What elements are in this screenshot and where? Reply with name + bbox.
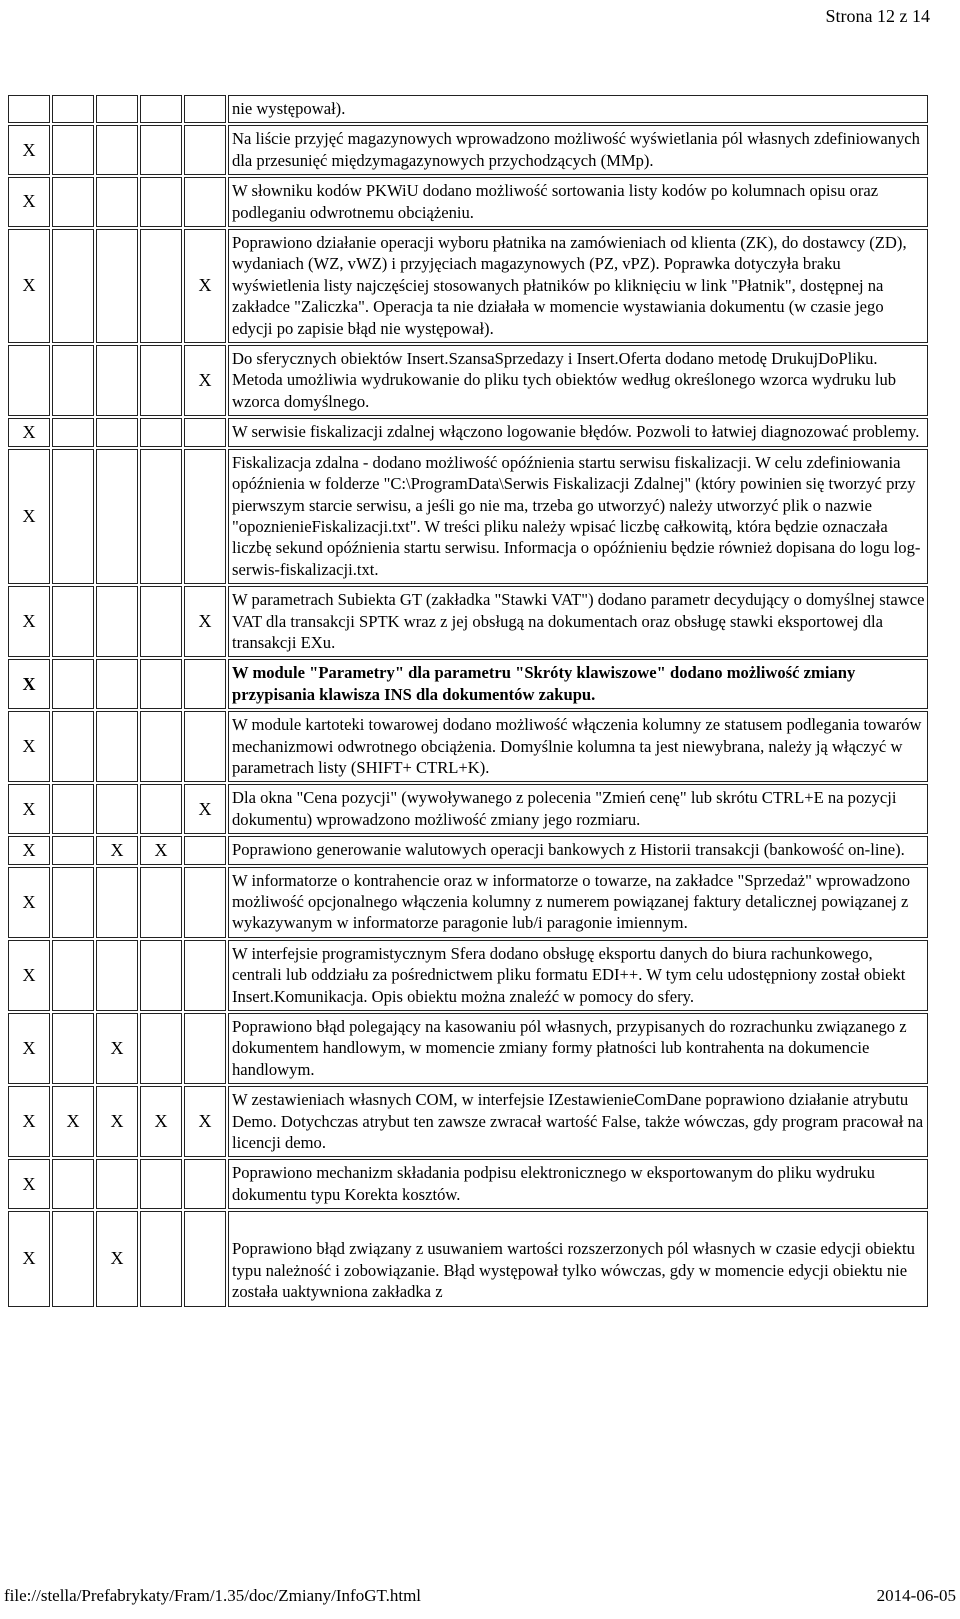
table-row: [8, 418, 928, 446]
changes-table-body: [8, 95, 928, 1307]
module-mark-cell: [96, 940, 138, 1011]
table-row: [8, 177, 928, 227]
module-mark-cell: X: [52, 1086, 94, 1157]
table-row: [8, 711, 928, 782]
change-description: W module "Parametry" dla parametru "Skróty klawiszowe" dodano możliwość zmiany przypisania klawisza INS dla dokumentów zakupu.: [228, 659, 928, 709]
changes-table: [6, 93, 930, 1309]
module-mark-cell: [184, 1211, 226, 1306]
module-mark-cell: X: [8, 867, 50, 938]
module-mark-cell: X: [8, 784, 50, 834]
module-mark-cell: [140, 177, 182, 227]
module-mark-cell: [52, 659, 94, 709]
module-mark-cell: [52, 784, 94, 834]
change-description: Poprawiono generowanie walutowych operacji bankowych z Historii transakcji (bankowość on-line).: [228, 836, 928, 864]
module-mark-cell: [52, 1159, 94, 1209]
module-mark-cell: X: [96, 1013, 138, 1084]
module-mark-cell: [184, 418, 226, 446]
change-description: W informatorze o kontrahencie oraz w informatorze o towarze, na zakładce "Sprzedaż" wprowadzono możliwość opcjonalnego włączenia kolumny z numerem powiązanej faktury detalicznej powiązanej z wykazywanym w informatorze paragonie lub/i paragonie imiennym.: [228, 867, 928, 938]
module-mark-cell: X: [8, 711, 50, 782]
module-mark-cell: [52, 418, 94, 446]
module-mark-cell: [140, 1013, 182, 1084]
change-description: Do sferycznych obiektów Insert.SzansaSprzedazy i Insert.Oferta dodano metodę DrukujDoPliku. Metoda umożliwia wydrukowanie do pliku tych obiektów według określonego wzorca wydruku lub wzorca domyślnego.: [228, 345, 928, 416]
module-mark-cell: [140, 1159, 182, 1209]
module-mark-cell: [184, 125, 226, 175]
module-mark-cell: [184, 867, 226, 938]
module-mark-cell: [96, 867, 138, 938]
module-mark-cell: [140, 449, 182, 584]
footer-date: 2014-06-05: [876, 1586, 956, 1605]
module-mark-cell: [140, 95, 182, 123]
table-row: [8, 1013, 928, 1084]
module-mark-cell: [52, 177, 94, 227]
module-mark-cell: [96, 1159, 138, 1209]
module-mark-cell: X: [184, 1086, 226, 1157]
module-mark-cell: X: [8, 586, 50, 657]
module-mark-cell: [184, 1159, 226, 1209]
module-mark-cell: X: [96, 1086, 138, 1157]
module-mark-cell: [52, 1013, 94, 1084]
change-description: nie występował).: [228, 95, 928, 123]
module-mark-cell: [140, 345, 182, 416]
change-description: W serwisie fiskalizacji zdalnej włączono logowanie błędów. Pozwoli to łatwiej diagnozować problemy.: [228, 418, 928, 446]
module-mark-cell: [52, 867, 94, 938]
module-mark-cell: [140, 1211, 182, 1306]
module-mark-cell: [96, 586, 138, 657]
change-description: Poprawiono mechanizm składania podpisu elektronicznego w eksportowanym do pliku wydruku dokumentu typu Korekta kosztów.: [228, 1159, 928, 1209]
module-mark-cell: [140, 418, 182, 446]
module-mark-cell: X: [8, 418, 50, 446]
change-description: Poprawiono błąd związany z usuwaniem wartości rozszerzonych pól własnych w czasie edycji obiektu typu należność i zobowiązanie. Błąd występował tylko wówczas, gdy w momencie edycji obiektu nie została uaktywniona zakładka z: [228, 1211, 928, 1306]
module-mark-cell: [52, 229, 94, 343]
module-mark-cell: X: [8, 449, 50, 584]
table-row: [8, 1086, 928, 1157]
module-mark-cell: [52, 836, 94, 864]
module-mark-cell: [184, 940, 226, 1011]
module-mark-cell: [96, 659, 138, 709]
change-description: Fiskalizacja zdalna - dodano możliwość opóźnienia startu serwisu fiskalizacji. W celu zdefiniowania opóźnienia w folderze "C:\ProgramData\Serwis Fiskalizacji Zdalnej" (który powinien się tworzyć przy pierwszym starcie serwisu, a jeśli go nie ma, trzeba go utworzyć) należy utworzyć plik o nazwie "opoznienieFiskalizacji.txt". W treści pliku należy wpisać liczbę całkowitą, która będzie oznaczała liczbę sekund opóźnienia startu serwisu. Informacja o opóźnieniu będzie również dopisana do logu log-serwis-fiskalizacji.txt.: [228, 449, 928, 584]
module-mark-cell: [52, 711, 94, 782]
module-mark-cell: X: [140, 1086, 182, 1157]
table-row: [8, 586, 928, 657]
change-description: Na liście przyjęć magazynowych wprowadzono możliwość wyświetlania pól własnych zdefiniowanych dla przesunięć międzymagazynowych przychodzących (MMp).: [228, 125, 928, 175]
module-mark-cell: X: [140, 836, 182, 864]
module-mark-cell: [96, 125, 138, 175]
module-mark-cell: X: [8, 177, 50, 227]
module-mark-cell: [140, 940, 182, 1011]
table-row: [8, 345, 928, 416]
module-mark-cell: [52, 95, 94, 123]
table-row: [8, 95, 928, 123]
table-row: [8, 836, 928, 864]
module-mark-cell: X: [8, 1086, 50, 1157]
module-mark-cell: [96, 345, 138, 416]
module-mark-cell: X: [184, 586, 226, 657]
module-mark-cell: [96, 418, 138, 446]
table-row: [8, 940, 928, 1011]
module-mark-cell: [96, 449, 138, 584]
module-mark-cell: [96, 95, 138, 123]
module-mark-cell: X: [8, 940, 50, 1011]
module-mark-cell: X: [8, 125, 50, 175]
module-mark-cell: [52, 449, 94, 584]
change-description: W module kartoteki towarowej dodano możliwość włączenia kolumny ze statusem podlegania towarów mechanizmowi odwrotnego obciążenia. Domyślnie kolumna ta jest niewybrana, należy ją włączyć w parametrach listy (SHIFT+ CTRL+K).: [228, 711, 928, 782]
change-description: W parametrach Subiekta GT (zakładka "Stawki VAT") dodano parametr decydujący o domyślnej stawce VAT dla transakcji SPTK wraz z jej obsługą na dokumentach oraz obsługę stawki eksportowej dla transakcji EXu.: [228, 586, 928, 657]
table-row: [8, 449, 928, 584]
module-mark-cell: [140, 711, 182, 782]
change-description: W słowniku kodów PKWiU dodano możliwość sortowania listy kodów po kolumnach opisu oraz podleganiu odwrotnemu obciążeniu.: [228, 177, 928, 227]
module-mark-cell: [184, 95, 226, 123]
module-mark-cell: [52, 586, 94, 657]
change-description: Poprawiono błąd polegający na kasowaniu pól własnych, przypisanych do rozrachunku związanego z dokumentem handlowym, w momencie zmiany formy płatności lub kontrahenta na dokumencie handlowym.: [228, 1013, 928, 1084]
module-mark-cell: X: [184, 784, 226, 834]
module-mark-cell: [8, 345, 50, 416]
module-mark-cell: X: [184, 345, 226, 416]
module-mark-cell: X: [184, 229, 226, 343]
module-mark-cell: [52, 345, 94, 416]
module-mark-cell: [184, 711, 226, 782]
module-mark-cell: X: [8, 1159, 50, 1209]
module-mark-cell: X: [8, 1211, 50, 1306]
module-mark-cell: [52, 1211, 94, 1306]
module-mark-cell: [184, 449, 226, 584]
table-row: [8, 784, 928, 834]
module-mark-cell: [96, 177, 138, 227]
table-row: [8, 1211, 928, 1306]
table-row: [8, 1159, 928, 1209]
module-mark-cell: X: [8, 1013, 50, 1084]
module-mark-cell: X: [8, 659, 50, 709]
module-mark-cell: [184, 177, 226, 227]
module-mark-cell: X: [8, 229, 50, 343]
change-description: W zestawieniach własnych COM, w interfejsie IZestawienieComDane poprawiono działanie atrybutu Demo. Dotychczas atrybut ten zawsze zwracał wartość False, także wówczas, gdy program pracował na licencji demo.: [228, 1086, 928, 1157]
module-mark-cell: [96, 229, 138, 343]
module-mark-cell: [140, 125, 182, 175]
change-description: Dla okna "Cena pozycji" (wywoływanego z polecenia "Zmień cenę" lub skrótu CTRL+E na pozycji dokumentu) wprowadzono możliwość zmiany jego rozmiaru.: [228, 784, 928, 834]
changes-table-container: [6, 93, 930, 1520]
table-row: [8, 229, 928, 343]
module-mark-cell: [140, 586, 182, 657]
module-mark-cell: [52, 125, 94, 175]
table-row: [8, 867, 928, 938]
module-mark-cell: [140, 659, 182, 709]
module-mark-cell: [140, 867, 182, 938]
module-mark-cell: [184, 1013, 226, 1084]
change-description: W interfejsie programistycznym Sfera dodano obsługę eksportu danych do biura rachunkowego, centrali lub oddziału za pośrednictwem pliku formatu EDI++. W tym celu udostępniony został obiekt Insert.Komunikacja. Opis obiektu można znaleźć w pomocy do sfery.: [228, 940, 928, 1011]
module-mark-cell: [140, 229, 182, 343]
change-description: Poprawiono działanie operacji wyboru płatnika na zamówieniach od klienta (ZK), do dostawcy (ZD), wydaniach (WZ, vWZ) i przyjęciach magazynowych (PZ, vPZ). Poprawka dotyczyła braku wyświetlenia listy najczęściej stosowanych płatników po kliknięciu w link "Płatnik", dostępnej na zakładce "Zaliczka". Operacja ta nie działała w momencie wystawiania dokumentu (w czasie jego edycji po zapisie błąd nie występował).: [228, 229, 928, 343]
module-mark-cell: [52, 940, 94, 1011]
module-mark-cell: X: [96, 1211, 138, 1306]
footer-url: file://stella/Prefabrykaty/Fram/1.35/doc/Zmiany/InfoGT.html: [4, 1586, 422, 1605]
module-mark-cell: X: [8, 836, 50, 864]
page-footer: [0, 1586, 960, 1610]
module-mark-cell: [96, 784, 138, 834]
module-mark-cell: X: [96, 836, 138, 864]
module-mark-cell: [184, 836, 226, 864]
page-number: Strona 12 z 14: [825, 6, 930, 26]
table-row: [8, 659, 928, 709]
module-mark-cell: [8, 95, 50, 123]
module-mark-cell: [140, 784, 182, 834]
module-mark-cell: [96, 711, 138, 782]
module-mark-cell: [184, 659, 226, 709]
table-row: [8, 125, 928, 175]
